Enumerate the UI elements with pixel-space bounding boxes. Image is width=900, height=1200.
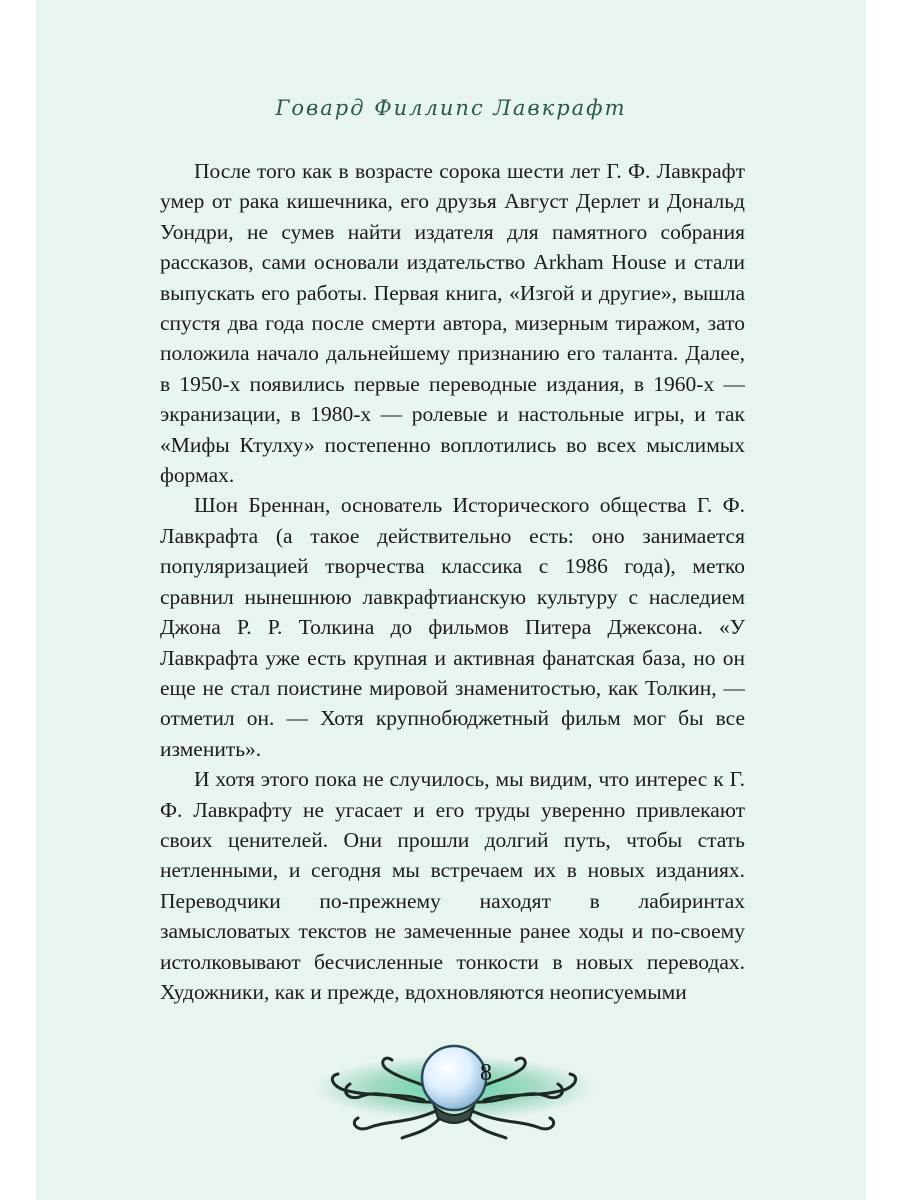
paragraph-1: После того как в возрасте сорока шести лет Г. Ф. Лавкрафт умер от рака кишечника, его друзья Август Дерлет и Дональд Уондри, не сумев найти издателя для памятного собрания рассказов, сами основали издательство Arkham House и стали выпускать его работы. Первая книга, «Изгой и другие», вышла спустя два года после смерти автора, мизерным тиражом, зато положила начало дальнейшему признанию его таланта. Далее, в 1950-х появились первые переводные издания, в 1960-х — экранизации, в 1980-х — ролевые и настольные игры, и так «Мифы Ктулху» постепенно воплотились во всех мыслимых формах.: [160, 159, 745, 488]
tentacle-crystal-ball-icon: [304, 1024, 604, 1144]
page-number: 8: [480, 1060, 492, 1086]
book-page: [36, 0, 866, 1200]
body-text: [160, 156, 745, 1007]
paragraph-2: Шон Бреннан, основатель Исторического общества Г. Ф. Лавкрафта (а такое действительно есть: оно занимается популяризацией творчества классика с 1986 года), метко сравнил нынешнюю лавкрафтианскую культуру с наследием Джона Р. Р. Толкина до фильмов Питера Джексона. «У Лавкрафта уже есть крупная и активная фанатская база, но он еще не стал поистине мировой знаменитостью, как Толкин, — отметил он. — Хотя крупнобюджетный фильм мог бы все изменить».: [160, 493, 745, 761]
paragraph-3: И хотя этого пока не случилось, мы видим, что интерес к Г. Ф. Лавкрафту не угасает и его труды уверенно привлекают своих ценителей. Они прошли долгий путь, чтобы стать нетленными, и сегодня мы встречаем их в новых изданиях. Переводчики по-прежнему находят в лабиринтах замысловатых текстов не замеченные ранее ходы и по-своему истолковывают бесчисленные тонкости в новых переводах. Художники, как и прежде, вдохновляются неописуемыми: [160, 767, 745, 1004]
running-head-title: Говард Филлипс Лавкрафт: [275, 96, 627, 120]
